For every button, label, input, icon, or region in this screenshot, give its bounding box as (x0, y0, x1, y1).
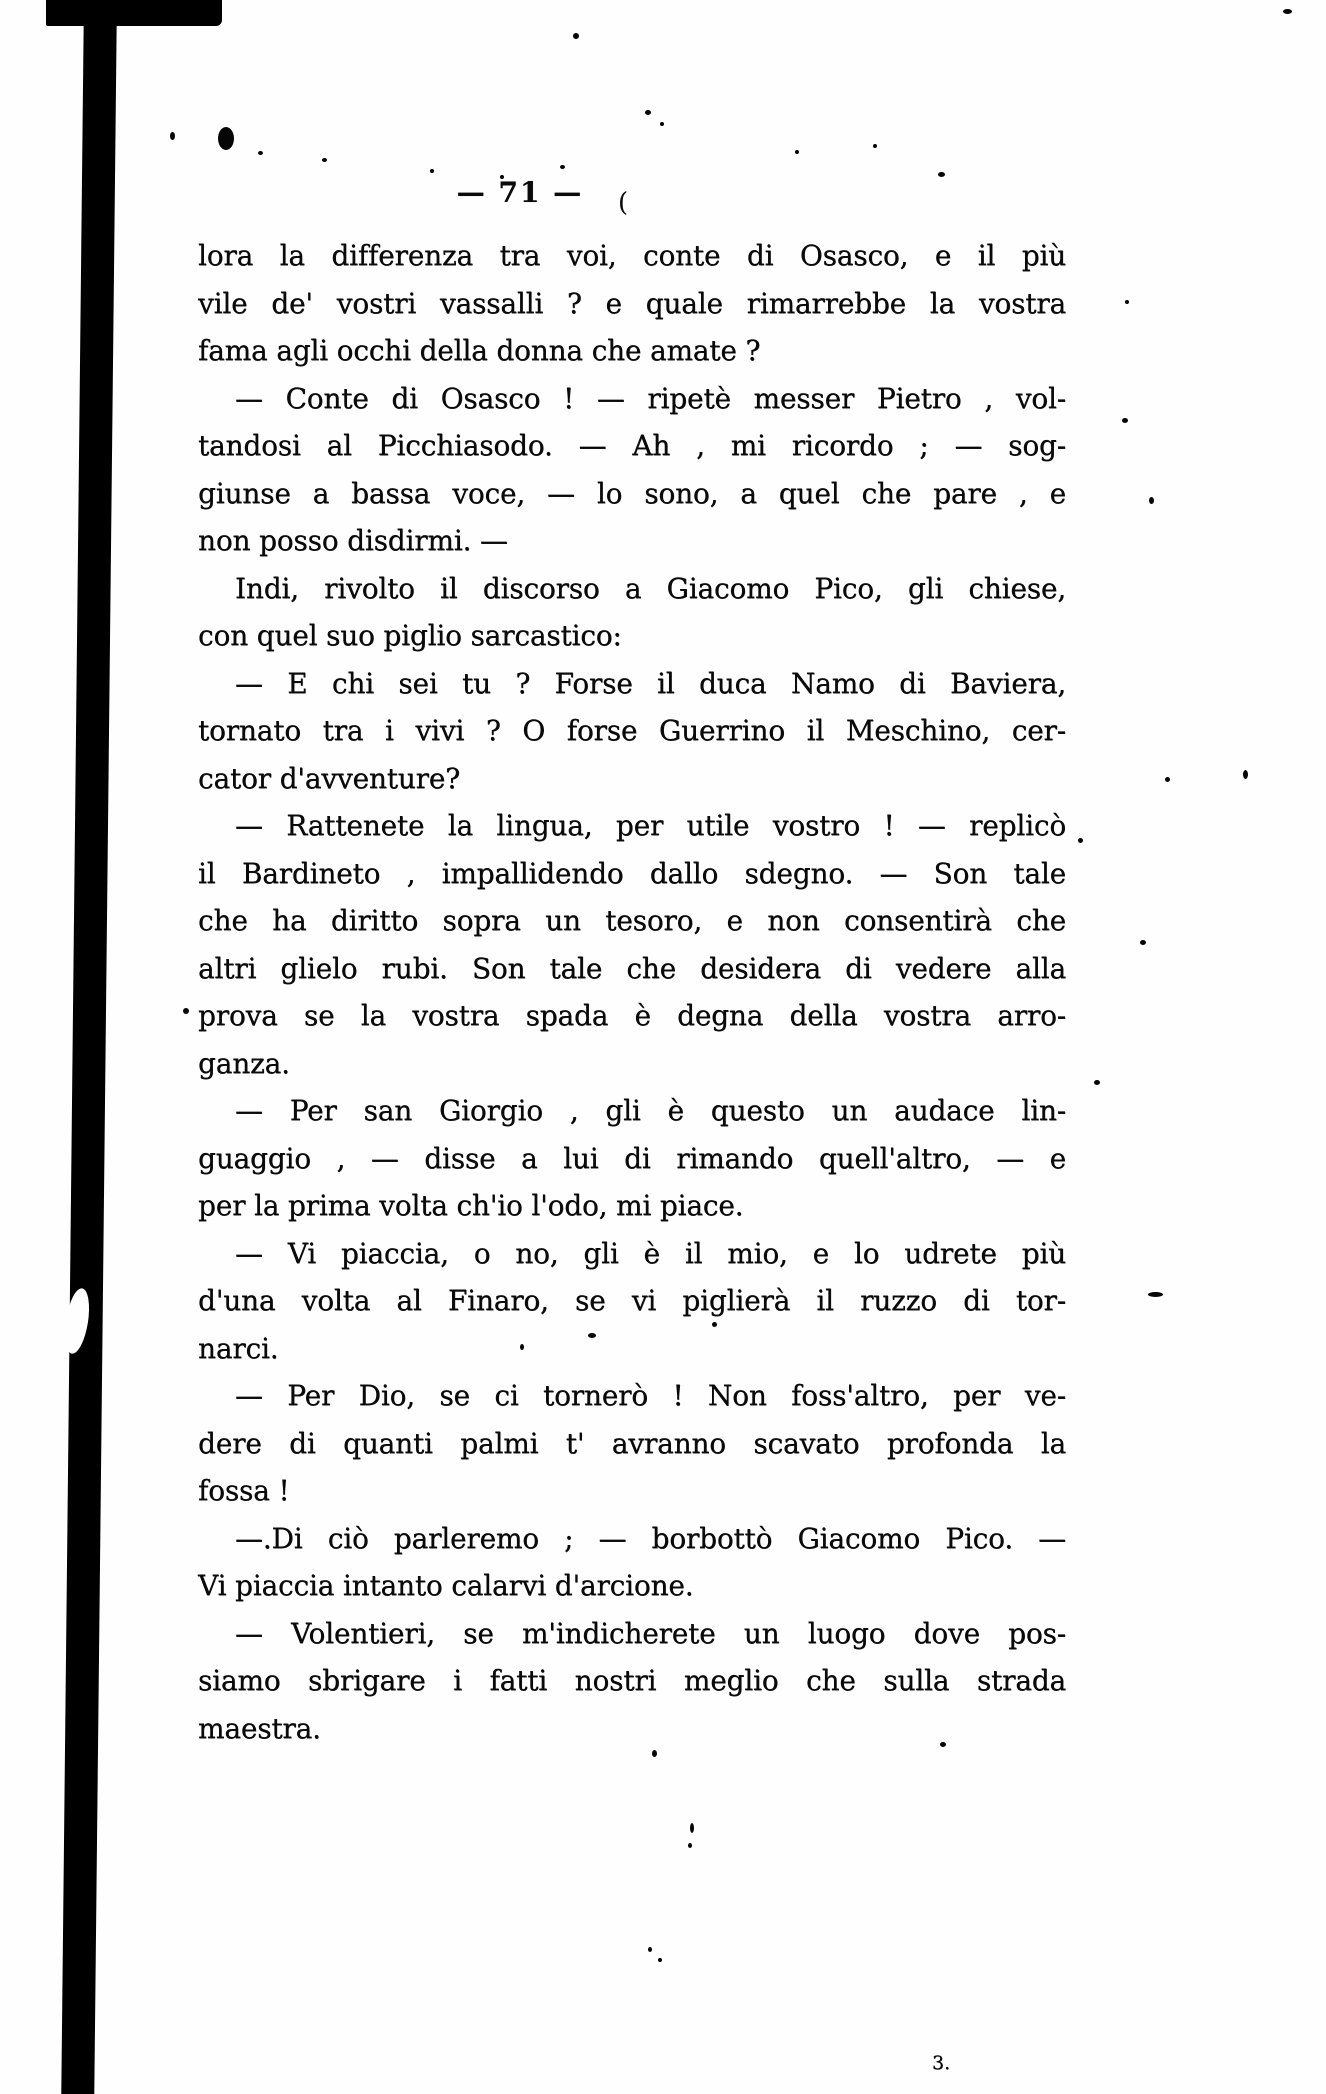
ink-speck (560, 165, 565, 169)
text-line: dere di quanti palmi t' avranno scavato profonda la (198, 1426, 1066, 1460)
ink-speck (1094, 1080, 1100, 1085)
text-line: — Per san Giorgio , gli è questo un audace lin- (235, 1094, 1066, 1127)
text-line: altri glielo rubi. Son tale che desidera di vedere alla (198, 951, 1066, 985)
ink-speck (1149, 497, 1154, 504)
text-line: — Conte di Osasco ! — ripetè messer Pietro , vol- (235, 381, 1066, 415)
paragraph (198, 1610, 1066, 1753)
ink-speck (1125, 300, 1129, 304)
ink-speck (170, 132, 175, 140)
text-line: cator d'avventure? (198, 761, 460, 795)
ink-speck (430, 169, 434, 173)
stray-bottom-mark: 3. (932, 2052, 951, 2074)
ink-speck (573, 33, 579, 39)
text-line: fama agli occhi della donna che amate ? (198, 334, 761, 367)
text-line: —.Di ciò parleremo ; — borbottò Giacomo Pico. — (235, 1521, 1066, 1555)
text-line: siamo sbrigare i fatti nostri meglio che sulla strada (198, 1664, 1066, 1697)
text-line: prova se la vostra spada è degna della vostra arro- (198, 999, 1066, 1032)
ink-speck (1078, 838, 1083, 843)
page-number: — 71 — (456, 176, 584, 209)
ink-speck (218, 127, 234, 150)
paragraph (198, 232, 1066, 375)
text-line: maestra. (198, 1711, 321, 1745)
text-line: vile de' vostri vassalli ? e quale rimarrebbe la vostra (198, 286, 1066, 320)
ink-speck (795, 150, 799, 154)
text-line: non posso disdirmi. — (198, 524, 508, 557)
text-line: — Vi piaccia, o no, gli è il mio, e lo udrete più (235, 1236, 1066, 1270)
text-line: — Rattenete la lingua, per utile vostro ! — replicò (235, 809, 1066, 842)
text-line: tornato tra i vivi ? O forse Guerrino il Meschino, cer- (198, 714, 1066, 747)
ink-speck (648, 1947, 652, 1952)
text-line: — Per Dio, se ci tornerò ! Non foss'altro, per ve- (235, 1379, 1066, 1412)
text-line: — E chi sei tu ? Forse il duca Namo di Baviera, (235, 666, 1066, 700)
ink-speck (645, 110, 651, 115)
ink-speck (1283, 9, 1292, 14)
ink-speck (1243, 770, 1248, 779)
text-line: per la prima volta ch'io l'odo, mi piace. (198, 1189, 744, 1222)
ink-speck (1165, 777, 1170, 782)
text-line: d'una volta al Finaro, se vi piglierà il ruzzo di tor- (198, 1284, 1066, 1317)
ink-speck (660, 122, 664, 126)
ink-speck (688, 1843, 692, 1848)
ink-speck (658, 1958, 662, 1962)
paragraph (198, 1230, 1066, 1373)
ink-speck (1122, 418, 1128, 423)
paragraph (198, 1515, 1066, 1610)
ink-speck (938, 172, 945, 177)
text-line: ganza. (198, 1046, 290, 1080)
text-line: fossa ! (198, 1474, 290, 1507)
text-line: tandosi al Picchiasodo. — Ah , mi ricordo ; — sog- (198, 429, 1066, 462)
text-line: narci. (198, 1331, 279, 1365)
text-line: Indi, rivolto il discorso a Giacomo Pico, gli chiese, (235, 571, 1066, 605)
text-line: con quel suo piglio sarcastico: (198, 619, 622, 652)
paragraph (198, 565, 1066, 660)
ink-speck (1148, 1292, 1163, 1297)
paragraph (198, 1087, 1066, 1230)
ink-speck (690, 1823, 694, 1833)
text-line: che ha diritto sopra un tesoro, e non consentirà che (198, 904, 1066, 937)
paragraph (198, 1372, 1066, 1515)
text-line: il Bardineto , impallidendo dallo sdegno. — Son tale (198, 856, 1066, 890)
scan-edge-artifact (46, 0, 222, 26)
paragraph (198, 375, 1066, 565)
text-line: — Volentieri, se m'indicherete un luogo dove pos- (235, 1616, 1066, 1650)
paragraph (198, 660, 1066, 803)
body-text (198, 232, 1066, 1752)
ink-speck (322, 158, 327, 162)
text-line: Vi piaccia intanto calarvi d'arcione. (198, 1569, 694, 1602)
text-line: lora la differenza tra voi, conte di Osasco, e il più (198, 239, 1066, 272)
ink-speck (183, 1008, 189, 1014)
paragraph (198, 802, 1066, 1087)
ink-speck (1140, 940, 1146, 945)
binding-shadow-band (61, 0, 117, 2094)
text-line: giunse a bassa voce, — lo sono, a quel che pare , e (198, 476, 1066, 510)
ink-speck (258, 151, 263, 155)
stray-paren-mark: ( (618, 188, 629, 218)
ink-speck (873, 144, 877, 148)
text-line: guaggio , — disse a lui di rimando quell'altro, — e (198, 1141, 1066, 1175)
